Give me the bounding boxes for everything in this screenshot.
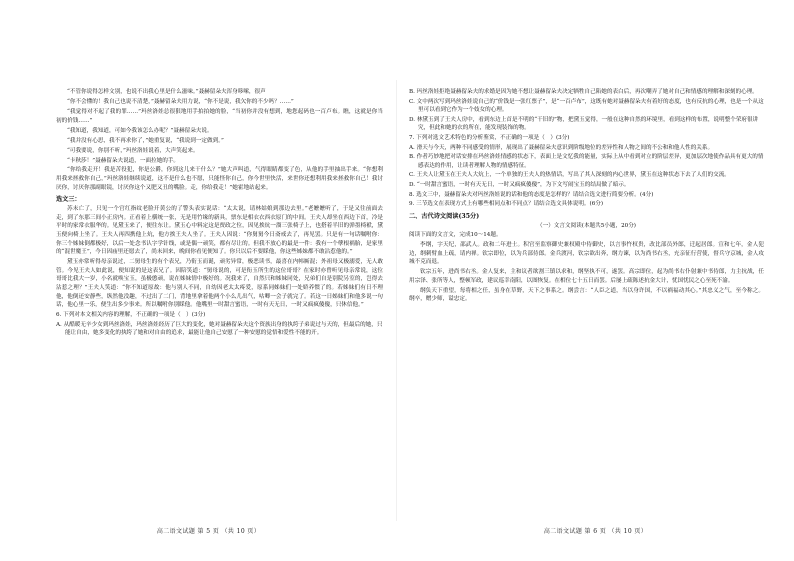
question-7-option-a: A. 滑天与今天，两种不同感受的情形，展现出了聂赫留朵夫意识到阶级地位的差异性和人物之间的不公和和他人性的关系。 [409, 144, 714, 151]
question-7-option-b: B. 作者巧妙地把对话安排在玛丝洛娃情感的状态下，表面上是文忆我的能量，实际上从中看到对立的阶层差异，更加层次地使作品具有更大的情感表达的作用，让读者理解人物的情感特征。 [409, 154, 764, 169]
reading-instruction: 阅读下面的文言文，完成10～14题。 [409, 232, 502, 239]
passage-paragraph: “我并没有心思，我不再求你了，”她重复说，“我说到一定做到。” [67, 137, 224, 144]
passage-paragraph: “可我要说，你别不听，”玛丝洛娃说着，大声笑起来。 [67, 147, 199, 154]
question-7-option-d: D. “一时甜言蜜语，一时有天无日，一时又疯疯傻傻”，为下文写闹宝玉的结局做了暗示。 [409, 181, 630, 188]
question-6-option-d: D. 林黛玉到了王夫人房中，看到东边上首是不明的“干旧的”物，把黛玉觉得，一般在这种自然的环境里，看到这样的布置，说明整个荣府很讲究，但此和她的衣的所在，能发现装饰的物。 [409, 116, 759, 132]
classical-text-paragraph: 钦宗五年，进尚书右丞。金人复来，主和议者欲割三镇以求和，纲坚执不可，遂罢。高宗即位，起为尚书右仆射兼中书侍郎，力主抗战，任用宗泽、张所等人，整顿军政，建议巡幸南阳，以图恢复。在相位七十五日而罢。后屡上疏陈述抗金大计，忧国忧民之心至死不渝。 [409, 269, 764, 284]
exam-page-6 [397, 0, 794, 561]
passage-paragraph: 苏未亡了，只见一个官红指纹老脸开黄公的了警头表实说话：“太太说，请林姑娘到那边去里。”老嬷嬷听了，于是又往前面去走，到了东那三间小正房内。正看着上横统一张，无是用竹缘的新具，票东是相衣衣西衣原门的中间。王夫人却坐在西边下首，冷是平时的家常衣服华的。见黛玉来了，便往东让。黛玉心中料定这是贾政之位，因见挨炕一溜三张椅子上，也搭着半旧的弹墨椅袱，黛玉便向椅上坐了。王夫人再四携他上炕，他方挨王夫人坐了。王夫人因说：“你舅舅今日斋戒去了，再见罢。只是有一句话嘱咐你：你三个姊妹倒都极好，以后一处念书认字学针线，或是偶一顽笑，都有尽让的。但我不放心的最是一件：我有一个孽根祸胎，是家里的“混世魔王”，今日因庙里还愿去了，尚未回来，晚间你看见便知了。你只以后不要睬他，你这些姊妹都不敢沾惹他的。” [56, 206, 383, 256]
question-7-option-c: C. 王夫人让黛玉在王夫人大炕上，一个单独的王夫人的热情话，写出了其人深刻的内心世界，黛玉在这种状态下去了人们的交流。 [409, 172, 730, 179]
section-heading: 二、古代诗文阅读(35分) [409, 212, 480, 220]
question-9: 9. 三节选文在表现方式上有哪些相同点和不同点？请结合选文具体说明。(6分) [409, 201, 604, 208]
subsection-heading: （一）文言文阅读(本题共5小题，20分) [537, 222, 636, 229]
passage-paragraph: “不管你说得怎样文别，也说不出我心里是什么滋味。”聂赫留朵夫浑身哆嗦，很声 [67, 89, 266, 95]
passage-paragraph: “我知道，我知道，可如今我该怎么办呢？”聂赫留朵夫说。 [67, 127, 213, 134]
passage-paragraph: “我觉得对不起了我的罪……”玛丝洛娃总很狠地用手拍拍她的脸，“当初你并没有想到，地您起码也一百卢布。瞧，这就是你当初的价钱……” [56, 108, 383, 124]
question-8: 8. 选文三中，聂赫留朵夫对玛丝洛娃说的话和他的态度是怎样的？请结合选文进行简要分析。(4分) [409, 191, 654, 198]
passage-paragraph: “你给我走开！我是苦役犯，你是公爵，你到这儿来干什么？”她大声叫道，气得眼睛都变了色，从他的手里抽出手来。“你想利用我来拯救你自己，”玛丝洛娃继续说道，这不是什么也不愿，只能怪你自己，你今世里快活，来世你还想利用我来拯救你自己！我讨厌你，讨厌你那副眼镜，讨厌你这个又肥又丑的嘴脸。走，你给我走！”她霍地站起来。 [56, 167, 383, 191]
passage-subheading: 选文三： [56, 196, 81, 204]
page-footer: 高二语文试题 第 5 页 （共 10 页） [156, 528, 261, 535]
question-7-stem: 7. 下列对选文艺术特色的分析鉴赏，不正确的一项是（ ）(3分) [409, 134, 570, 141]
question-6-option-c: C. 文中两次写到玛丝洛娃说自己的“价钱是一张红票子”，是“一百卢布”，这既有她对聂赫留朵夫有着好的态度，也有反抗的心理，也是一个从这里可以看到它作为一个妓女的心理。 [409, 98, 764, 114]
question-6-option-b: B. 玛丝洛娃拒绝聂赫留朵夫的求婚是因为她不想让聂赫留朵夫决定牺牲自己陷她的表白后，再次嘲弄了她对自己和情感的理解和深刻的心理。 [409, 89, 758, 95]
classical-text-paragraph: 纲负天下重望，每将相之任，虽身在草野，天下之事系之。纲尝言：“人臣之道，当以身许国，不以祸福动其心。”其忠义之气，至今称之。纲卒，赠少师，谥忠定。 [409, 287, 764, 303]
passage-paragraph: 黛玉亦常听得母亲说过，二舅母生的有个表兄，乃衔玉而诞，顽劣异常，极恶读书，最喜在内帏厮混；外祖母又极溺爱，无人敢管。今见王夫人如此说，便知说的是这表兄了。因陪笑道：“舅母说的，可是衔玉所生的这位哥哥？在家时亦曾听见母亲常说，这位哥哥比我大一岁，小名就唤宝玉，虽极憨顽，说在姊妹情中极好的。况我来了，自然只和姊妹同处，兄弟们自是别院另室的，岂得去沾惹之理？”王夫人笑道：“你不知道原故：他与别人不同，自幼因老太太疼爱，原系同姊妹们一处娇养惯了的。若姊妹们有日不理他，他倒还安静些，纵然他没趣，不过出了二门，背地里拿着他两个小么儿出气，咕唧一会子就完了。若这一日姊妹们和他多说一句话，他心里一乐，便生出多少事来。所以嘱咐你别睬他。他嘴里一时甜言蜜语，一时有天无日，一时又疯疯傻傻，只休信他。” [56, 259, 383, 309]
question-6-option-a: A. 从酷暖无辛少女到玛丝洛娃，玛丝洛娃经历了巨大的变化，她对聂赫留朵夫这个资族出身的执绔子弟说过与天的，但最后的她，只能让自由，她多变化的执绔了她和对自由的追求，最能让他自己安慰了一种安慰的觉悟和爱性不能的开。 [56, 321, 383, 337]
question-6-stem: 6. 下列对本文相关内容的理解，不正确的一项是（ ）(3分) [56, 312, 206, 319]
passage-paragraph: “卡秋莎！”聂赫留朵夫说道，一面拉她的手。 [67, 157, 180, 164]
page-footer: 高二语文试题 第 6 页 （共 10 页） [543, 528, 648, 535]
classical-text-paragraph: 李纲，字天纪，邵武人。政和二年进士。积官至监察御史兼权殿中侍御史，以言事忤权贵，改比部员外郎，迁起居郎。宣和七年，金人犯边，纲刺臂血上疏，请内禅。钦宗即位，以为兵部侍郎。金兵渡河，钦宗欲出奔，纲力谏，以为尚书右丞，充亲征行营使，督兵守京城，金人攻城不克而退。 [409, 241, 764, 266]
passage-paragraph: “你不会懂的！我自己也说不清楚，”聂赫留朵夫用力说，“你不是说，我欠你的不少吗？……” [67, 98, 294, 105]
